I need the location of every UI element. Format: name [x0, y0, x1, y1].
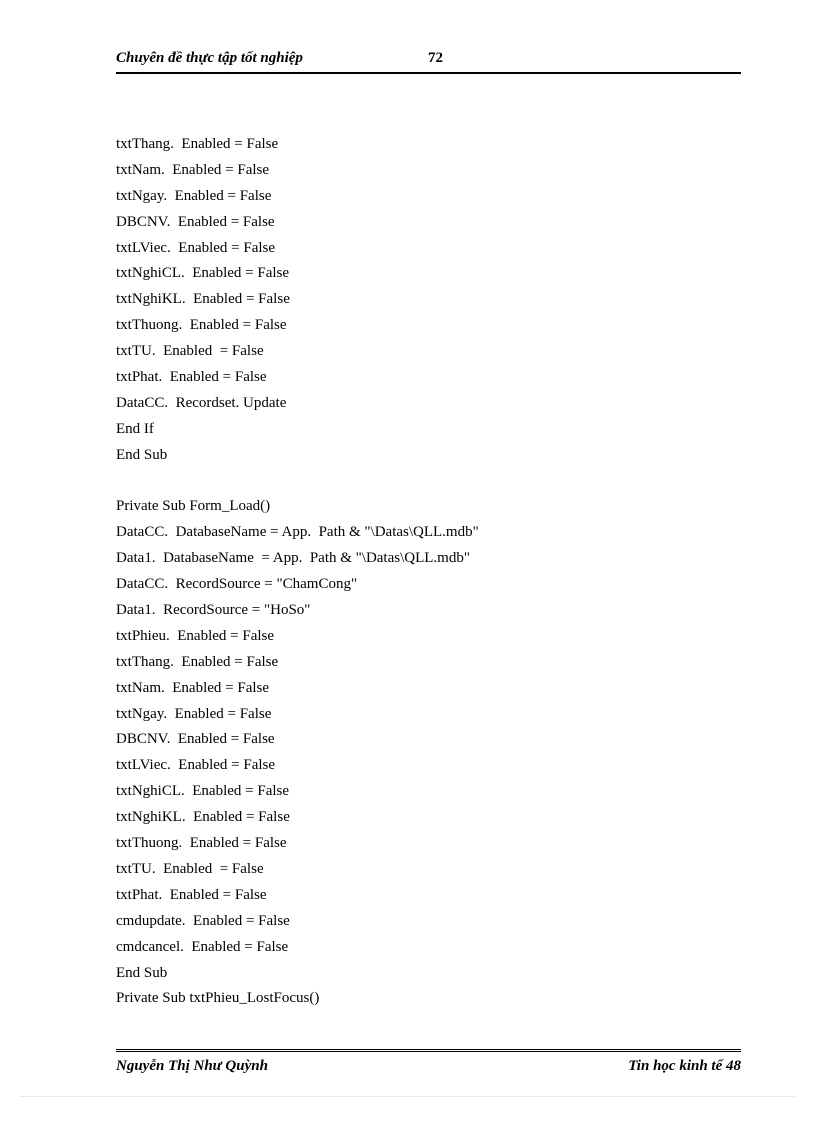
code-line: txtNghiKL. Enabled = False: [116, 291, 290, 308]
code-line: Data1. RecordSource = "HoSo": [116, 602, 311, 619]
code-line: txtPhieu. Enabled = False: [116, 627, 275, 644]
code-line: cmdcancel. Enabled = False: [116, 938, 289, 955]
code-line: txtPhat. Enabled = False: [116, 369, 267, 386]
author-name: Nguyễn Thị Như Quỳnh: [116, 1058, 268, 1074]
code-line: txtPhat. Enabled = False: [116, 886, 267, 903]
code-line: txtThuong. Enabled = False: [116, 835, 287, 852]
footer-course-label: Tin học kinh tế 48: [628, 1058, 741, 1074]
code-line: txtThang. Enabled = False: [116, 653, 279, 670]
code-line: End If: [116, 420, 154, 437]
page-header: [116, 48, 741, 74]
code-line: txtNgay. Enabled = False: [116, 705, 272, 722]
document-title: Chuyên đề thực tập tốt nghiệp: [116, 50, 303, 66]
code-line: End Sub: [116, 446, 168, 463]
page-number: 72: [428, 50, 443, 66]
code-line: [116, 469, 746, 495]
code-line: txtNgay. Enabled = False: [116, 187, 272, 204]
code-listing: [116, 132, 746, 1012]
code-line: txtLViec. Enabled = False: [116, 239, 276, 256]
code-line: Data1. DatabaseName = App. Path & "\Datas\QLL.mdb": [116, 550, 470, 567]
code-line: txtNghiCL. Enabled = False: [116, 783, 290, 800]
code-line: txtNghiKL. Enabled = False: [116, 809, 290, 826]
code-line: txtNam. Enabled = False: [116, 161, 270, 178]
code-line: txtTU. Enabled = False: [116, 343, 264, 360]
code-line: DataCC. DatabaseName = App. Path & "\Datas\QLL.mdb": [116, 524, 479, 541]
code-line: txtNam. Enabled = False: [116, 679, 270, 696]
page-bottom-edge: [20, 1096, 796, 1097]
code-line: txtLViec. Enabled = False: [116, 757, 276, 774]
code-line: txtTU. Enabled = False: [116, 860, 264, 877]
page-footer: [116, 1049, 741, 1082]
code-line: txtThuong. Enabled = False: [116, 317, 287, 334]
code-line: End Sub: [116, 964, 168, 981]
code-line: Private Sub Form_Load(): [116, 498, 271, 515]
code-line: Private Sub txtPhieu_LostFocus(): [116, 990, 320, 1007]
code-line: cmdupdate. Enabled = False: [116, 912, 290, 929]
code-line: txtNghiCL. Enabled = False: [116, 265, 290, 282]
code-line: DataCC. Recordset. Update: [116, 394, 287, 411]
code-line: DBCNV. Enabled = False: [116, 731, 275, 748]
code-line: txtThang. Enabled = False: [116, 136, 279, 152]
code-line: DBCNV. Enabled = False: [116, 213, 275, 230]
code-line: DataCC. RecordSource = "ChamCong": [116, 576, 358, 593]
